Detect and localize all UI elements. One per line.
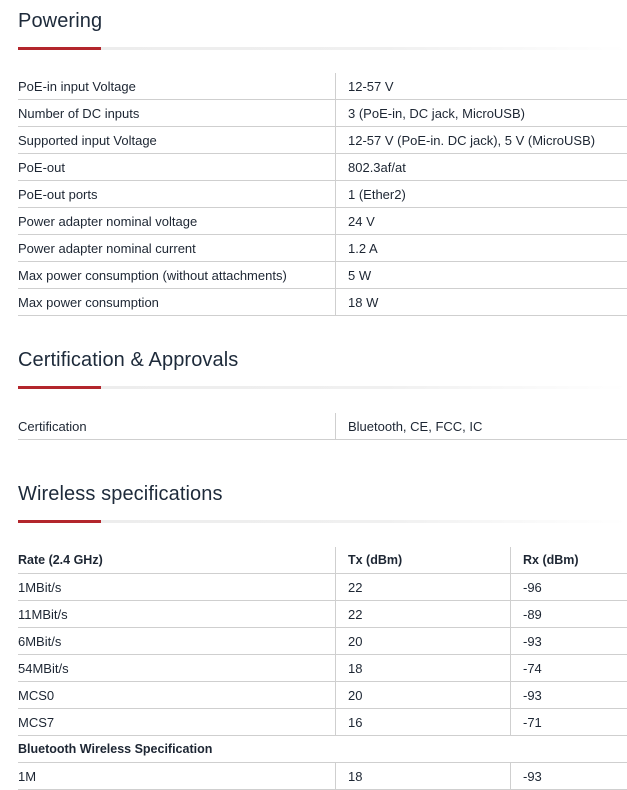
rx-cell: -74 xyxy=(511,655,627,682)
certification-title: Certification & Approvals xyxy=(18,347,627,373)
table-row xyxy=(18,127,627,154)
tx-cell: 18 xyxy=(336,655,511,682)
underline-accent xyxy=(18,47,101,50)
table-row xyxy=(18,181,627,208)
table-row xyxy=(18,413,627,440)
column-header-rate: Rate (2.4 GHz) xyxy=(18,547,336,574)
spec-value: 24 V xyxy=(336,208,627,235)
rate-cell: 11MBit/s xyxy=(18,601,336,628)
spec-label: PoE-out xyxy=(18,154,336,181)
tx-cell: 22 xyxy=(336,601,511,628)
spec-label: Power adapter nominal voltage xyxy=(18,208,336,235)
spec-value: 1.2 A xyxy=(336,235,627,262)
spec-value: 802.3af/at xyxy=(336,154,627,181)
bluetooth-heading: Bluetooth Wireless Specification xyxy=(18,736,627,763)
wireless-table xyxy=(18,547,627,790)
spec-label: Max power consumption (without attachments) xyxy=(18,262,336,289)
tx-cell: 22 xyxy=(336,574,511,601)
table-row xyxy=(18,289,627,316)
column-header-rx: Rx (dBm) xyxy=(511,547,627,574)
spec-value: Bluetooth, CE, FCC, IC xyxy=(336,413,627,440)
spec-label: Supported input Voltage xyxy=(18,127,336,154)
table-row xyxy=(18,763,627,790)
table-row xyxy=(18,73,627,100)
powering-title: Powering xyxy=(18,8,627,34)
wireless-title-underline xyxy=(18,520,627,523)
rate-cell: 1MBit/s xyxy=(18,574,336,601)
powering-section xyxy=(18,8,627,50)
rx-cell: -93 xyxy=(511,628,627,655)
table-row xyxy=(18,262,627,289)
powering-table-wrap xyxy=(18,73,627,316)
table-row xyxy=(18,601,627,628)
tx-cell: 20 xyxy=(336,628,511,655)
wireless-table-wrap xyxy=(18,547,627,790)
certification-table xyxy=(18,413,627,440)
spec-value: 12-57 V xyxy=(336,73,627,100)
spec-label: Certification xyxy=(18,413,336,440)
certification-title-underline xyxy=(18,386,627,389)
spec-value: 18 W xyxy=(336,289,627,316)
table-row xyxy=(18,208,627,235)
spec-label: Power adapter nominal current xyxy=(18,235,336,262)
rx-cell: -96 xyxy=(511,574,627,601)
rate-cell: 1M xyxy=(18,763,336,790)
table-row xyxy=(18,235,627,262)
bluetooth-heading-row xyxy=(18,736,627,763)
table-row xyxy=(18,628,627,655)
wireless-section xyxy=(18,481,627,523)
spec-label: PoE-in input Voltage xyxy=(18,73,336,100)
table-row xyxy=(18,709,627,736)
column-header-tx: Tx (dBm) xyxy=(336,547,511,574)
table-row xyxy=(18,154,627,181)
spec-label: Max power consumption xyxy=(18,289,336,316)
powering-table xyxy=(18,73,627,316)
spec-label: Number of DC inputs xyxy=(18,100,336,127)
powering-title-underline xyxy=(18,47,627,50)
table-row xyxy=(18,655,627,682)
rate-cell: MCS0 xyxy=(18,682,336,709)
spec-value: 1 (Ether2) xyxy=(336,181,627,208)
rx-cell: -71 xyxy=(511,709,627,736)
rate-cell: MCS7 xyxy=(18,709,336,736)
rx-cell: -89 xyxy=(511,601,627,628)
table-row xyxy=(18,574,627,601)
underline-accent xyxy=(18,386,101,389)
rx-cell: -93 xyxy=(511,763,627,790)
table-row xyxy=(18,100,627,127)
spec-value: 12-57 V (PoE-in. DC jack), 5 V (MicroUSB) xyxy=(336,127,627,154)
wireless-title: Wireless specifications xyxy=(18,481,627,507)
rate-cell: 6MBit/s xyxy=(18,628,336,655)
tx-cell: 20 xyxy=(336,682,511,709)
spec-value: 3 (PoE-in, DC jack, MicroUSB) xyxy=(336,100,627,127)
rate-cell: 54MBit/s xyxy=(18,655,336,682)
table-row xyxy=(18,682,627,709)
spec-label: PoE-out ports xyxy=(18,181,336,208)
underline-accent xyxy=(18,520,101,523)
rx-cell: -93 xyxy=(511,682,627,709)
certification-section xyxy=(18,347,627,389)
certification-table-wrap xyxy=(18,413,627,440)
tx-cell: 16 xyxy=(336,709,511,736)
tx-cell: 18 xyxy=(336,763,511,790)
spec-value: 5 W xyxy=(336,262,627,289)
table-header-row xyxy=(18,547,627,574)
